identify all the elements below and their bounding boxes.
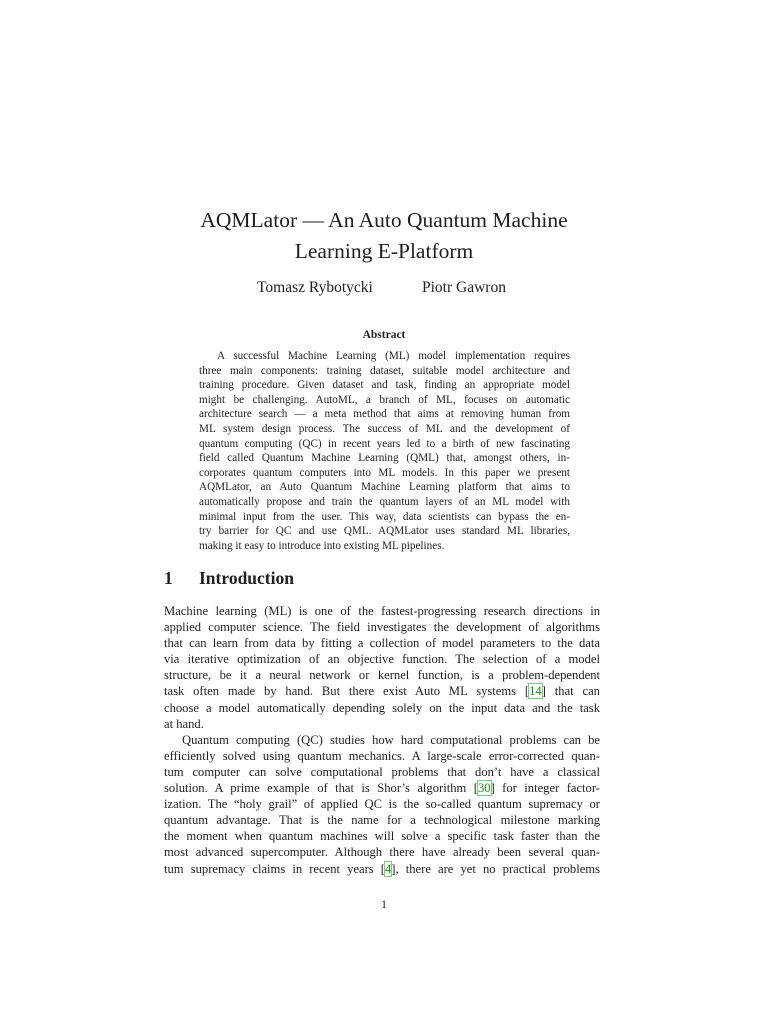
abstract-line: ML system design process. The success of ML and the development of	[199, 422, 570, 435]
abstract-line: minimal input from the user. This way, data scientists can bypass the en-	[199, 510, 570, 523]
body-text: for integer factor-	[494, 781, 600, 796]
body-line: via iterative optimization of an objective function. The selection of a model	[164, 652, 600, 667]
section-title: Introduction	[199, 568, 294, 588]
body-line: efficiently solved using quantum mechanics. A large-scale error-corrected quan-	[164, 748, 600, 763]
body-line: quantum advantage. That is the name for a technological milestone marking	[164, 813, 600, 828]
body-line	[164, 861, 600, 877]
citation-link[interactable]: [30]	[473, 781, 495, 796]
citation-link[interactable]: [14]	[524, 684, 546, 699]
citation-number[interactable]: 30	[477, 781, 491, 796]
body-text: task often made by hand. But there exist Auto ML systems	[164, 684, 525, 699]
abstract-line: three main components: training dataset, suitable model architecture and	[199, 364, 570, 377]
author-1: Tomasz Rybotycki	[257, 279, 373, 296]
body-line: the moment when quantum machines will solve a specific task faster than the	[164, 829, 600, 844]
body-line: ization. The “holy grail” of applied QC is the so-called quantum supremacy or	[164, 797, 600, 812]
author-2: Piotr Gawron	[422, 279, 506, 296]
abstract-body	[199, 349, 570, 553]
body-line	[164, 780, 600, 796]
body-line: Quantum computing (QC) studies how hard computational problems can be	[182, 732, 600, 747]
body-line: applied computer science. The field investigates the development of algorithms	[164, 620, 600, 635]
abstract-line: might be challenging. AutoML, a branch of ML, focuses on automatic	[199, 393, 570, 406]
citation-link[interactable]: [4]	[380, 861, 396, 876]
abstract-line: automatically propose and train the quantum layers of an ML model with	[199, 495, 570, 508]
abstract-line: architecture search — a meta method that aims at removing human from	[199, 408, 570, 421]
section-number: 1	[164, 568, 173, 588]
body-line: that can learn from data by fitting a collection of model parameters to the data	[164, 636, 600, 651]
introduction-body	[164, 603, 600, 877]
body-line: choose a model automatically depending solely on the input data and the task	[164, 700, 600, 715]
author-list	[0, 279, 768, 301]
body-text: tum supremacy claims in recent years	[164, 861, 381, 876]
abstract-line: quantum computing (QC) in recent years led to a birth of new fascinating	[199, 437, 570, 450]
abstract-line: AQMLator, an Auto Quantum Machine Learning platform that aims to	[199, 481, 570, 494]
body-text: that can	[545, 684, 600, 699]
body-text: solution. A prime example of that is Shor’s algorithm	[164, 781, 474, 796]
page-number: 1	[381, 897, 387, 911]
citation-number[interactable]: 14	[529, 684, 542, 699]
paper-title	[100, 205, 668, 267]
abstract-heading: Abstract	[362, 329, 406, 341]
abstract-line: try barrier for QC and use QML. AQMLator uses standard ML libraries,	[199, 525, 570, 538]
abstract-line: making it easy to introduce into existing ML pipelines.	[199, 539, 445, 552]
citation-number[interactable]: 4	[384, 861, 392, 876]
title-line-1: AQMLator — An Auto Quantum Machine	[200, 208, 568, 232]
abstract-line: corporates quantum computers into ML models. In this paper we present	[199, 466, 570, 479]
body-line: tum computer can solve computational problems that don’t have a classical	[164, 764, 600, 779]
body-line	[164, 683, 600, 699]
body-line: Machine learning (ML) is one of the fastest-progressing research directions in	[164, 604, 600, 618]
abstract-line: A successful Machine Learning (ML) model implementation requires	[217, 350, 570, 362]
title-line-2: Learning E-Platform	[294, 239, 474, 263]
body-line: structure, be it a neural network or kernel function, is a problem-dependent	[164, 668, 600, 683]
body-line: at hand.	[164, 716, 204, 731]
abstract-line: training procedure. Given dataset and task, finding an appropriate model	[199, 379, 570, 392]
body-text: , there are yet no practical problems	[395, 861, 600, 876]
abstract-line: field called Quantum Machine Learning (QML) that, amongst others, in-	[199, 452, 570, 465]
body-line: most advanced supercomputer. Although there have already been several quan-	[164, 845, 600, 860]
section-heading	[164, 568, 294, 589]
